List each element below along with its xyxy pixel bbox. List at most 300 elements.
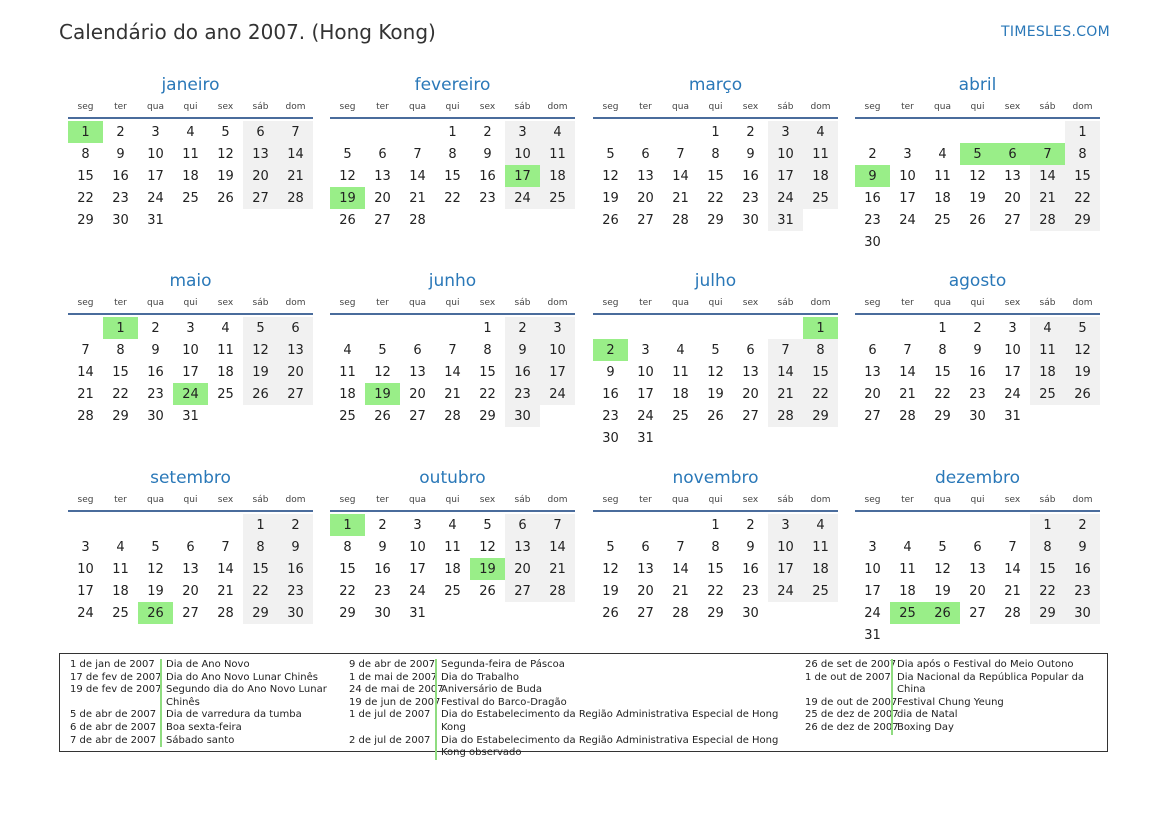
day-cell[interactable]: 23: [742, 583, 759, 599]
day-cell[interactable]: 26: [479, 583, 496, 599]
day-cell[interactable]: 27: [969, 605, 986, 621]
day-cell[interactable]: 13: [1004, 168, 1021, 184]
day-cell[interactable]: 12: [243, 339, 278, 361]
day-cell[interactable]: 29: [1030, 602, 1065, 624]
day-cell[interactable]: 31: [409, 605, 426, 621]
day-cell[interactable]: 28: [278, 187, 313, 209]
day-cell[interactable]: 23: [864, 212, 881, 228]
day-cell[interactable]: 17: [899, 190, 916, 206]
day-cell[interactable]: 8: [803, 339, 838, 361]
day-cell[interactable]: 13: [969, 561, 986, 577]
day-cell[interactable]: 2: [868, 146, 877, 162]
day-cell[interactable]: 17: [147, 168, 164, 184]
day-cell[interactable]: 20: [637, 583, 654, 599]
day-cell[interactable]: 10: [1004, 342, 1021, 358]
day-cell[interactable]: 5: [606, 146, 615, 162]
day-cell[interactable]: 26: [602, 605, 619, 621]
day-cell[interactable]: 22: [934, 386, 951, 402]
day-cell[interactable]: 4: [803, 514, 838, 536]
day-cell[interactable]: 18: [672, 386, 689, 402]
day-cell[interactable]: 20: [969, 583, 986, 599]
day-cell[interactable]: 26: [243, 383, 278, 405]
day-cell[interactable]: 23: [147, 386, 164, 402]
day-cell[interactable]: 17: [768, 165, 803, 187]
day-cell[interactable]: 16: [374, 561, 391, 577]
day-cell[interactable]: 5: [243, 317, 278, 339]
holiday-day-cell[interactable]: 19: [470, 558, 505, 580]
day-cell[interactable]: 12: [602, 561, 619, 577]
day-cell[interactable]: 13: [742, 364, 759, 380]
day-cell[interactable]: 28: [768, 405, 803, 427]
day-cell[interactable]: 27: [637, 212, 654, 228]
day-cell[interactable]: 27: [1004, 212, 1021, 228]
day-cell[interactable]: 3: [81, 539, 90, 555]
day-cell[interactable]: 27: [409, 408, 426, 424]
day-cell[interactable]: 5: [606, 539, 615, 555]
day-cell[interactable]: 28: [1004, 605, 1021, 621]
day-cell[interactable]: 15: [803, 361, 838, 383]
day-cell[interactable]: 6: [413, 342, 422, 358]
day-cell[interactable]: 29: [112, 408, 129, 424]
day-cell[interactable]: 4: [676, 342, 685, 358]
day-cell[interactable]: 29: [339, 605, 356, 621]
day-cell[interactable]: 17: [864, 583, 881, 599]
day-cell[interactable]: 25: [444, 583, 461, 599]
day-cell[interactable]: 20: [864, 386, 881, 402]
day-cell[interactable]: 18: [112, 583, 129, 599]
day-cell[interactable]: 4: [1030, 317, 1065, 339]
day-cell[interactable]: 25: [934, 212, 951, 228]
day-cell[interactable]: 2: [378, 517, 387, 533]
day-cell[interactable]: 20: [637, 190, 654, 206]
day-cell[interactable]: 24: [77, 605, 94, 621]
day-cell[interactable]: 10: [899, 168, 916, 184]
day-cell[interactable]: 25: [803, 187, 838, 209]
day-cell[interactable]: 12: [147, 561, 164, 577]
day-cell[interactable]: 2: [746, 124, 755, 140]
day-cell[interactable]: 29: [707, 212, 724, 228]
holiday-day-cell[interactable]: 9: [855, 165, 890, 187]
day-cell[interactable]: 14: [672, 168, 689, 184]
day-cell[interactable]: 12: [707, 364, 724, 380]
day-cell[interactable]: 10: [182, 342, 199, 358]
day-cell[interactable]: 21: [899, 386, 916, 402]
day-cell[interactable]: 22: [243, 580, 278, 602]
day-cell[interactable]: 3: [903, 146, 912, 162]
day-cell[interactable]: 12: [602, 168, 619, 184]
day-cell[interactable]: 4: [186, 124, 195, 140]
day-cell[interactable]: 13: [505, 536, 540, 558]
day-cell[interactable]: 6: [868, 342, 877, 358]
day-cell[interactable]: 14: [409, 168, 426, 184]
day-cell[interactable]: 3: [151, 124, 160, 140]
day-cell[interactable]: 3: [1008, 320, 1017, 336]
day-cell[interactable]: 1: [243, 514, 278, 536]
day-cell[interactable]: 2: [1065, 514, 1100, 536]
day-cell[interactable]: 11: [444, 539, 461, 555]
day-cell[interactable]: 2: [746, 517, 755, 533]
day-cell[interactable]: 14: [1030, 165, 1065, 187]
day-cell[interactable]: 19: [707, 386, 724, 402]
day-cell[interactable]: 26: [217, 190, 234, 206]
day-cell[interactable]: 24: [899, 212, 916, 228]
day-cell[interactable]: 6: [505, 514, 540, 536]
day-cell[interactable]: 26: [339, 212, 356, 228]
day-cell[interactable]: 17: [182, 364, 199, 380]
day-cell[interactable]: 31: [147, 212, 164, 228]
day-cell[interactable]: 7: [413, 146, 422, 162]
holiday-day-cell[interactable]: 1: [803, 317, 838, 339]
day-cell[interactable]: 11: [540, 143, 575, 165]
day-cell[interactable]: 27: [742, 408, 759, 424]
day-cell[interactable]: 20: [243, 165, 278, 187]
day-cell[interactable]: 10: [147, 146, 164, 162]
day-cell[interactable]: 23: [479, 190, 496, 206]
day-cell[interactable]: 11: [899, 561, 916, 577]
day-cell[interactable]: 23: [1065, 580, 1100, 602]
day-cell[interactable]: 22: [707, 190, 724, 206]
day-cell[interactable]: 15: [243, 558, 278, 580]
day-cell[interactable]: 21: [409, 190, 426, 206]
day-cell[interactable]: 29: [243, 602, 278, 624]
day-cell[interactable]: 13: [182, 561, 199, 577]
day-cell[interactable]: 9: [116, 146, 125, 162]
day-cell[interactable]: 12: [479, 539, 496, 555]
day-cell[interactable]: 21: [217, 583, 234, 599]
holiday-day-cell[interactable]: 24: [173, 383, 208, 405]
day-cell[interactable]: 28: [217, 605, 234, 621]
day-cell[interactable]: 6: [243, 121, 278, 143]
day-cell[interactable]: 21: [444, 386, 461, 402]
day-cell[interactable]: 1: [1065, 121, 1100, 143]
day-cell[interactable]: 7: [676, 146, 685, 162]
day-cell[interactable]: 26: [374, 408, 391, 424]
day-cell[interactable]: 7: [768, 339, 803, 361]
day-cell[interactable]: 24: [864, 605, 881, 621]
day-cell[interactable]: 24: [540, 383, 575, 405]
day-cell[interactable]: 14: [217, 561, 234, 577]
day-cell[interactable]: 11: [803, 536, 838, 558]
day-cell[interactable]: 4: [540, 121, 575, 143]
day-cell[interactable]: 3: [641, 342, 650, 358]
day-cell[interactable]: 3: [540, 317, 575, 339]
day-cell[interactable]: 3: [868, 539, 877, 555]
day-cell[interactable]: 4: [448, 517, 457, 533]
day-cell[interactable]: 8: [1065, 143, 1100, 165]
day-cell[interactable]: 9: [378, 539, 387, 555]
day-cell[interactable]: 1: [1030, 514, 1065, 536]
day-cell[interactable]: 25: [540, 187, 575, 209]
day-cell[interactable]: 15: [1065, 165, 1100, 187]
day-cell[interactable]: 14: [278, 143, 313, 165]
day-cell[interactable]: 3: [768, 514, 803, 536]
day-cell[interactable]: 7: [1008, 539, 1017, 555]
day-cell[interactable]: 11: [182, 146, 199, 162]
holiday-day-cell[interactable]: 7: [1030, 143, 1065, 165]
day-cell[interactable]: 17: [637, 386, 654, 402]
day-cell[interactable]: 1: [711, 517, 720, 533]
day-cell[interactable]: 16: [147, 364, 164, 380]
day-cell[interactable]: 30: [1065, 602, 1100, 624]
day-cell[interactable]: 6: [278, 317, 313, 339]
day-cell[interactable]: 4: [221, 320, 230, 336]
day-cell[interactable]: 25: [672, 408, 689, 424]
day-cell[interactable]: 2: [483, 124, 492, 140]
site-link[interactable]: TIMESLES.COM: [1001, 24, 1110, 40]
day-cell[interactable]: 2: [151, 320, 160, 336]
day-cell[interactable]: 27: [182, 605, 199, 621]
day-cell[interactable]: 12: [1065, 339, 1100, 361]
day-cell[interactable]: 6: [378, 146, 387, 162]
day-cell[interactable]: 29: [707, 605, 724, 621]
day-cell[interactable]: 18: [803, 165, 838, 187]
day-cell[interactable]: 28: [1030, 209, 1065, 231]
day-cell[interactable]: 29: [479, 408, 496, 424]
day-cell[interactable]: 19: [969, 190, 986, 206]
day-cell[interactable]: 21: [768, 383, 803, 405]
day-cell[interactable]: 16: [969, 364, 986, 380]
day-cell[interactable]: 15: [1030, 558, 1065, 580]
day-cell[interactable]: 21: [77, 386, 94, 402]
day-cell[interactable]: 26: [602, 212, 619, 228]
day-cell[interactable]: 4: [116, 539, 125, 555]
day-cell[interactable]: 13: [864, 364, 881, 380]
day-cell[interactable]: 7: [676, 539, 685, 555]
day-cell[interactable]: 9: [746, 146, 755, 162]
day-cell[interactable]: 11: [672, 364, 689, 380]
day-cell[interactable]: 5: [938, 539, 947, 555]
day-cell[interactable]: 8: [483, 342, 492, 358]
day-cell[interactable]: 20: [409, 386, 426, 402]
day-cell[interactable]: 29: [1065, 209, 1100, 231]
day-cell[interactable]: 14: [899, 364, 916, 380]
day-cell[interactable]: 5: [711, 342, 720, 358]
holiday-day-cell[interactable]: 17: [505, 165, 540, 187]
day-cell[interactable]: 31: [182, 408, 199, 424]
day-cell[interactable]: 15: [707, 168, 724, 184]
day-cell[interactable]: 8: [343, 539, 352, 555]
day-cell[interactable]: 6: [641, 146, 650, 162]
holiday-day-cell[interactable]: 6: [995, 143, 1030, 165]
day-cell[interactable]: 19: [602, 190, 619, 206]
day-cell[interactable]: 24: [768, 580, 803, 602]
day-cell[interactable]: 1: [483, 320, 492, 336]
day-cell[interactable]: 22: [339, 583, 356, 599]
day-cell[interactable]: 18: [803, 558, 838, 580]
day-cell[interactable]: 31: [637, 430, 654, 446]
day-cell[interactable]: 28: [77, 408, 94, 424]
day-cell[interactable]: 7: [448, 342, 457, 358]
day-cell[interactable]: 22: [1065, 187, 1100, 209]
day-cell[interactable]: 21: [672, 583, 689, 599]
day-cell[interactable]: 27: [637, 605, 654, 621]
day-cell[interactable]: 24: [768, 187, 803, 209]
day-cell[interactable]: 21: [672, 190, 689, 206]
day-cell[interactable]: 27: [243, 187, 278, 209]
day-cell[interactable]: 30: [864, 234, 881, 250]
day-cell[interactable]: 18: [182, 168, 199, 184]
day-cell[interactable]: 21: [1030, 187, 1065, 209]
day-cell[interactable]: 22: [479, 386, 496, 402]
day-cell[interactable]: 27: [374, 212, 391, 228]
day-cell[interactable]: 31: [1004, 408, 1021, 424]
holiday-day-cell[interactable]: 1: [68, 121, 103, 143]
day-cell[interactable]: 28: [899, 408, 916, 424]
day-cell[interactable]: 14: [77, 364, 94, 380]
day-cell[interactable]: 23: [969, 386, 986, 402]
day-cell[interactable]: 13: [278, 339, 313, 361]
day-cell[interactable]: 8: [711, 146, 720, 162]
day-cell[interactable]: 7: [540, 514, 575, 536]
day-cell[interactable]: 24: [637, 408, 654, 424]
day-cell[interactable]: 9: [1065, 536, 1100, 558]
day-cell[interactable]: 2: [116, 124, 125, 140]
day-cell[interactable]: 8: [1030, 536, 1065, 558]
day-cell[interactable]: 14: [768, 361, 803, 383]
day-cell[interactable]: 15: [112, 364, 129, 380]
day-cell[interactable]: 8: [116, 342, 125, 358]
holiday-day-cell[interactable]: 5: [960, 143, 995, 165]
day-cell[interactable]: 1: [938, 320, 947, 336]
day-cell[interactable]: 3: [505, 121, 540, 143]
day-cell[interactable]: 3: [768, 121, 803, 143]
day-cell[interactable]: 29: [77, 212, 94, 228]
day-cell[interactable]: 3: [413, 517, 422, 533]
day-cell[interactable]: 18: [1030, 361, 1065, 383]
day-cell[interactable]: 16: [602, 386, 619, 402]
day-cell[interactable]: 29: [803, 405, 838, 427]
day-cell[interactable]: 20: [505, 558, 540, 580]
day-cell[interactable]: 19: [602, 583, 619, 599]
day-cell[interactable]: 22: [707, 583, 724, 599]
day-cell[interactable]: 4: [903, 539, 912, 555]
day-cell[interactable]: 10: [409, 539, 426, 555]
day-cell[interactable]: 3: [186, 320, 195, 336]
day-cell[interactable]: 2: [505, 317, 540, 339]
day-cell[interactable]: 10: [864, 561, 881, 577]
day-cell[interactable]: 11: [217, 342, 234, 358]
day-cell[interactable]: 15: [479, 364, 496, 380]
day-cell[interactable]: 26: [1065, 383, 1100, 405]
day-cell[interactable]: 4: [938, 146, 947, 162]
day-cell[interactable]: 10: [768, 536, 803, 558]
holiday-day-cell[interactable]: 26: [925, 602, 960, 624]
day-cell[interactable]: 8: [81, 146, 90, 162]
day-cell[interactable]: 25: [803, 580, 838, 602]
day-cell[interactable]: 16: [1065, 558, 1100, 580]
day-cell[interactable]: 17: [409, 561, 426, 577]
day-cell[interactable]: 23: [112, 190, 129, 206]
day-cell[interactable]: 16: [864, 190, 881, 206]
day-cell[interactable]: 4: [343, 342, 352, 358]
day-cell[interactable]: 17: [768, 558, 803, 580]
day-cell[interactable]: 5: [483, 517, 492, 533]
holiday-day-cell[interactable]: 2: [593, 339, 628, 361]
day-cell[interactable]: 18: [899, 583, 916, 599]
day-cell[interactable]: 10: [768, 143, 803, 165]
day-cell[interactable]: 9: [278, 536, 313, 558]
day-cell[interactable]: 31: [864, 627, 881, 643]
day-cell[interactable]: 25: [112, 605, 129, 621]
day-cell[interactable]: 14: [672, 561, 689, 577]
day-cell[interactable]: 13: [409, 364, 426, 380]
day-cell[interactable]: 13: [637, 168, 654, 184]
day-cell[interactable]: 22: [112, 386, 129, 402]
day-cell[interactable]: 6: [186, 539, 195, 555]
day-cell[interactable]: 12: [934, 561, 951, 577]
day-cell[interactable]: 21: [1004, 583, 1021, 599]
day-cell[interactable]: 23: [742, 190, 759, 206]
day-cell[interactable]: 15: [934, 364, 951, 380]
day-cell[interactable]: 18: [540, 165, 575, 187]
day-cell[interactable]: 21: [278, 165, 313, 187]
day-cell[interactable]: 30: [147, 408, 164, 424]
day-cell[interactable]: 5: [343, 146, 352, 162]
holiday-day-cell[interactable]: 1: [103, 317, 138, 339]
day-cell[interactable]: 20: [374, 190, 391, 206]
day-cell[interactable]: 30: [742, 212, 759, 228]
holiday-day-cell[interactable]: 19: [365, 383, 400, 405]
day-cell[interactable]: 11: [934, 168, 951, 184]
day-cell[interactable]: 12: [374, 364, 391, 380]
day-cell[interactable]: 27: [278, 383, 313, 405]
day-cell[interactable]: 25: [217, 386, 234, 402]
day-cell[interactable]: 19: [147, 583, 164, 599]
day-cell[interactable]: 25: [339, 408, 356, 424]
day-cell[interactable]: 17: [1004, 364, 1021, 380]
day-cell[interactable]: 23: [505, 383, 540, 405]
day-cell[interactable]: 7: [221, 539, 230, 555]
day-cell[interactable]: 12: [969, 168, 986, 184]
day-cell[interactable]: 30: [742, 605, 759, 621]
day-cell[interactable]: 23: [374, 583, 391, 599]
day-cell[interactable]: 15: [707, 561, 724, 577]
holiday-day-cell[interactable]: 19: [330, 187, 365, 209]
day-cell[interactable]: 28: [540, 580, 575, 602]
day-cell[interactable]: 2: [278, 514, 313, 536]
day-cell[interactable]: 6: [973, 539, 982, 555]
day-cell[interactable]: 28: [444, 408, 461, 424]
day-cell[interactable]: 18: [444, 561, 461, 577]
day-cell[interactable]: 7: [81, 342, 90, 358]
day-cell[interactable]: 23: [278, 580, 313, 602]
day-cell[interactable]: 10: [77, 561, 94, 577]
day-cell[interactable]: 24: [147, 190, 164, 206]
day-cell[interactable]: 19: [1065, 361, 1100, 383]
day-cell[interactable]: 30: [602, 430, 619, 446]
day-cell[interactable]: 22: [1030, 580, 1065, 602]
day-cell[interactable]: 24: [1004, 386, 1021, 402]
day-cell[interactable]: 5: [1065, 317, 1100, 339]
day-cell[interactable]: 10: [540, 339, 575, 361]
day-cell[interactable]: 30: [374, 605, 391, 621]
day-cell[interactable]: 15: [444, 168, 461, 184]
day-cell[interactable]: 8: [448, 146, 457, 162]
day-cell[interactable]: 5: [378, 342, 387, 358]
day-cell[interactable]: 12: [339, 168, 356, 184]
day-cell[interactable]: 24: [409, 583, 426, 599]
day-cell[interactable]: 9: [505, 339, 540, 361]
day-cell[interactable]: 8: [711, 539, 720, 555]
day-cell[interactable]: 28: [672, 605, 689, 621]
day-cell[interactable]: 11: [112, 561, 129, 577]
day-cell[interactable]: 28: [672, 212, 689, 228]
day-cell[interactable]: 7: [903, 342, 912, 358]
day-cell[interactable]: 16: [742, 561, 759, 577]
day-cell[interactable]: 16: [479, 168, 496, 184]
day-cell[interactable]: 4: [803, 121, 838, 143]
day-cell[interactable]: 21: [540, 558, 575, 580]
